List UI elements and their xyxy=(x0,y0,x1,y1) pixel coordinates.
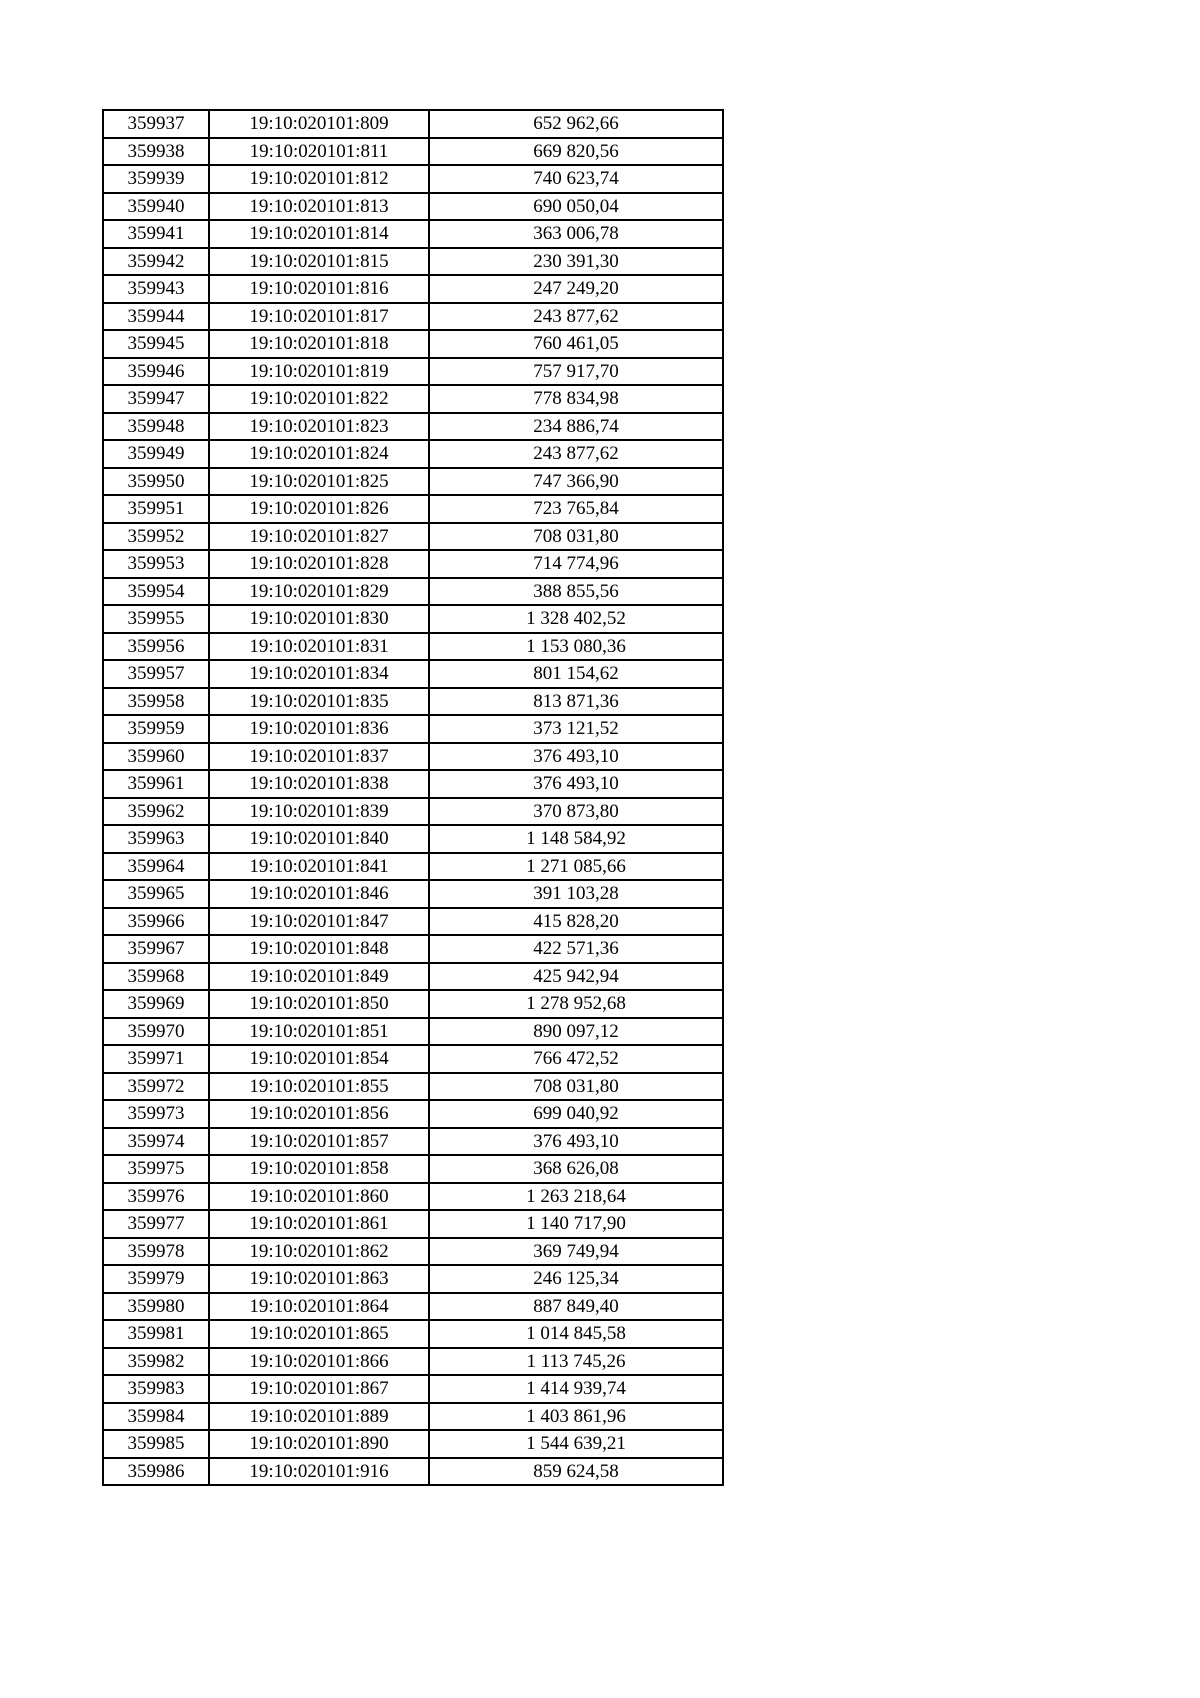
row-id-cell: 359959 xyxy=(103,715,209,743)
value-cell: 230 391,30 xyxy=(429,248,723,276)
row-id-cell: 359964 xyxy=(103,853,209,881)
table-row xyxy=(103,1155,723,1183)
row-id-cell: 359985 xyxy=(103,1430,209,1458)
row-id-cell: 359968 xyxy=(103,963,209,991)
cadastral-number-cell: 19:10:020101:835 xyxy=(209,688,429,716)
cadastral-number-cell: 19:10:020101:811 xyxy=(209,138,429,166)
table-row xyxy=(103,1430,723,1458)
cadastral-number-cell: 19:10:020101:846 xyxy=(209,880,429,908)
row-id-cell: 359943 xyxy=(103,275,209,303)
row-id-cell: 359940 xyxy=(103,193,209,221)
cadastral-number-cell: 19:10:020101:826 xyxy=(209,495,429,523)
cadastral-number-cell: 19:10:020101:916 xyxy=(209,1458,429,1486)
cadastral-number-cell: 19:10:020101:829 xyxy=(209,578,429,606)
row-id-cell: 359944 xyxy=(103,303,209,331)
cadastral-number-cell: 19:10:020101:864 xyxy=(209,1293,429,1321)
cadastral-number-cell: 19:10:020101:823 xyxy=(209,413,429,441)
table-row xyxy=(103,193,723,221)
table-row xyxy=(103,853,723,881)
value-cell: 1 271 085,66 xyxy=(429,853,723,881)
cadastral-number-cell: 19:10:020101:815 xyxy=(209,248,429,276)
row-id-cell: 359941 xyxy=(103,220,209,248)
value-cell: 1 113 745,26 xyxy=(429,1348,723,1376)
value-cell: 1 403 861,96 xyxy=(429,1403,723,1431)
row-id-cell: 359942 xyxy=(103,248,209,276)
cadastral-number-cell: 19:10:020101:860 xyxy=(209,1183,429,1211)
value-cell: 757 917,70 xyxy=(429,358,723,386)
value-cell: 708 031,80 xyxy=(429,523,723,551)
value-cell: 778 834,98 xyxy=(429,385,723,413)
cadastral-number-cell: 19:10:020101:814 xyxy=(209,220,429,248)
cadastral-number-cell: 19:10:020101:836 xyxy=(209,715,429,743)
row-id-cell: 359983 xyxy=(103,1375,209,1403)
row-id-cell: 359976 xyxy=(103,1183,209,1211)
row-id-cell: 359966 xyxy=(103,908,209,936)
value-cell: 766 472,52 xyxy=(429,1045,723,1073)
row-id-cell: 359974 xyxy=(103,1128,209,1156)
table-row xyxy=(103,715,723,743)
cadastral-number-cell: 19:10:020101:867 xyxy=(209,1375,429,1403)
cadastral-number-cell: 19:10:020101:827 xyxy=(209,523,429,551)
cadastral-number-cell: 19:10:020101:839 xyxy=(209,798,429,826)
row-id-cell: 359973 xyxy=(103,1100,209,1128)
table-row xyxy=(103,1045,723,1073)
table-row xyxy=(103,165,723,193)
value-cell: 708 031,80 xyxy=(429,1073,723,1101)
table-row xyxy=(103,1018,723,1046)
value-cell: 801 154,62 xyxy=(429,660,723,688)
cadastral-number-cell: 19:10:020101:812 xyxy=(209,165,429,193)
value-cell: 740 623,74 xyxy=(429,165,723,193)
value-cell: 246 125,34 xyxy=(429,1265,723,1293)
table-row xyxy=(103,275,723,303)
value-cell: 425 942,94 xyxy=(429,963,723,991)
table-row xyxy=(103,1210,723,1238)
row-id-cell: 359971 xyxy=(103,1045,209,1073)
table-row xyxy=(103,1348,723,1376)
row-id-cell: 359977 xyxy=(103,1210,209,1238)
cadastral-number-cell: 19:10:020101:816 xyxy=(209,275,429,303)
table-row xyxy=(103,550,723,578)
cadastral-number-cell: 19:10:020101:830 xyxy=(209,605,429,633)
row-id-cell: 359939 xyxy=(103,165,209,193)
table-row xyxy=(103,605,723,633)
value-cell: 243 877,62 xyxy=(429,303,723,331)
value-cell: 890 097,12 xyxy=(429,1018,723,1046)
row-id-cell: 359963 xyxy=(103,825,209,853)
cadastral-number-cell: 19:10:020101:838 xyxy=(209,770,429,798)
table-row xyxy=(103,880,723,908)
row-id-cell: 359982 xyxy=(103,1348,209,1376)
value-cell: 1 263 218,64 xyxy=(429,1183,723,1211)
value-cell: 1 140 717,90 xyxy=(429,1210,723,1238)
cadastral-number-cell: 19:10:020101:890 xyxy=(209,1430,429,1458)
cadastral-number-cell: 19:10:020101:862 xyxy=(209,1238,429,1266)
cadastral-number-cell: 19:10:020101:813 xyxy=(209,193,429,221)
table-row xyxy=(103,495,723,523)
row-id-cell: 359946 xyxy=(103,358,209,386)
value-cell: 234 886,74 xyxy=(429,413,723,441)
row-id-cell: 359965 xyxy=(103,880,209,908)
row-id-cell: 359956 xyxy=(103,633,209,661)
row-id-cell: 359967 xyxy=(103,935,209,963)
table-row xyxy=(103,523,723,551)
value-cell: 388 855,56 xyxy=(429,578,723,606)
table-row xyxy=(103,385,723,413)
value-cell: 1 278 952,68 xyxy=(429,990,723,1018)
cadastral-number-cell: 19:10:020101:855 xyxy=(209,1073,429,1101)
cadastral-number-cell: 19:10:020101:817 xyxy=(209,303,429,331)
table-row xyxy=(103,1320,723,1348)
cadastral-value-table xyxy=(102,109,724,1486)
cadastral-number-cell: 19:10:020101:818 xyxy=(209,330,429,358)
table-row xyxy=(103,220,723,248)
table-row xyxy=(103,110,723,138)
value-cell: 391 103,28 xyxy=(429,880,723,908)
row-id-cell: 359986 xyxy=(103,1458,209,1486)
row-id-cell: 359952 xyxy=(103,523,209,551)
row-id-cell: 359981 xyxy=(103,1320,209,1348)
row-id-cell: 359960 xyxy=(103,743,209,771)
table-row xyxy=(103,1293,723,1321)
cadastral-number-cell: 19:10:020101:828 xyxy=(209,550,429,578)
cadastral-number-cell: 19:10:020101:824 xyxy=(209,440,429,468)
cadastral-number-cell: 19:10:020101:889 xyxy=(209,1403,429,1431)
row-id-cell: 359937 xyxy=(103,110,209,138)
row-id-cell: 359980 xyxy=(103,1293,209,1321)
cadastral-number-cell: 19:10:020101:840 xyxy=(209,825,429,853)
row-id-cell: 359955 xyxy=(103,605,209,633)
table-row xyxy=(103,990,723,1018)
value-cell: 376 493,10 xyxy=(429,770,723,798)
row-id-cell: 359958 xyxy=(103,688,209,716)
row-id-cell: 359950 xyxy=(103,468,209,496)
value-cell: 415 828,20 xyxy=(429,908,723,936)
value-cell: 1 153 080,36 xyxy=(429,633,723,661)
table-row xyxy=(103,330,723,358)
value-cell: 363 006,78 xyxy=(429,220,723,248)
row-id-cell: 359945 xyxy=(103,330,209,358)
value-cell: 376 493,10 xyxy=(429,743,723,771)
cadastral-number-cell: 19:10:020101:850 xyxy=(209,990,429,1018)
table-row xyxy=(103,963,723,991)
value-cell: 747 366,90 xyxy=(429,468,723,496)
table-body xyxy=(103,110,723,1485)
table-row xyxy=(103,798,723,826)
table-row xyxy=(103,633,723,661)
table-row xyxy=(103,1183,723,1211)
value-cell: 1 148 584,92 xyxy=(429,825,723,853)
table-row xyxy=(103,358,723,386)
table-row xyxy=(103,303,723,331)
table-row xyxy=(103,908,723,936)
value-cell: 369 749,94 xyxy=(429,1238,723,1266)
row-id-cell: 359954 xyxy=(103,578,209,606)
value-cell: 652 962,66 xyxy=(429,110,723,138)
cadastral-number-cell: 19:10:020101:848 xyxy=(209,935,429,963)
table-row xyxy=(103,138,723,166)
row-id-cell: 359957 xyxy=(103,660,209,688)
value-cell: 376 493,10 xyxy=(429,1128,723,1156)
value-cell: 723 765,84 xyxy=(429,495,723,523)
cadastral-number-cell: 19:10:020101:825 xyxy=(209,468,429,496)
row-id-cell: 359962 xyxy=(103,798,209,826)
cadastral-number-cell: 19:10:020101:857 xyxy=(209,1128,429,1156)
table-row xyxy=(103,743,723,771)
cadastral-number-cell: 19:10:020101:851 xyxy=(209,1018,429,1046)
value-cell: 813 871,36 xyxy=(429,688,723,716)
cadastral-number-cell: 19:10:020101:854 xyxy=(209,1045,429,1073)
table-row xyxy=(103,1375,723,1403)
value-cell: 368 626,08 xyxy=(429,1155,723,1183)
table-row xyxy=(103,578,723,606)
cadastral-number-cell: 19:10:020101:858 xyxy=(209,1155,429,1183)
table-row xyxy=(103,440,723,468)
value-cell: 1 414 939,74 xyxy=(429,1375,723,1403)
value-cell: 247 249,20 xyxy=(429,275,723,303)
cadastral-number-cell: 19:10:020101:861 xyxy=(209,1210,429,1238)
value-cell: 669 820,56 xyxy=(429,138,723,166)
row-id-cell: 359978 xyxy=(103,1238,209,1266)
row-id-cell: 359972 xyxy=(103,1073,209,1101)
value-cell: 760 461,05 xyxy=(429,330,723,358)
row-id-cell: 359948 xyxy=(103,413,209,441)
table-row xyxy=(103,248,723,276)
cadastral-number-cell: 19:10:020101:863 xyxy=(209,1265,429,1293)
table-row xyxy=(103,935,723,963)
value-cell: 1 328 402,52 xyxy=(429,605,723,633)
row-id-cell: 359951 xyxy=(103,495,209,523)
cadastral-number-cell: 19:10:020101:837 xyxy=(209,743,429,771)
row-id-cell: 359979 xyxy=(103,1265,209,1293)
table-row xyxy=(103,688,723,716)
cadastral-number-cell: 19:10:020101:847 xyxy=(209,908,429,936)
table-row xyxy=(103,825,723,853)
cadastral-number-cell: 19:10:020101:856 xyxy=(209,1100,429,1128)
table-row xyxy=(103,413,723,441)
cadastral-number-cell: 19:10:020101:866 xyxy=(209,1348,429,1376)
row-id-cell: 359975 xyxy=(103,1155,209,1183)
table-row xyxy=(103,1073,723,1101)
cadastral-number-cell: 19:10:020101:822 xyxy=(209,385,429,413)
value-cell: 714 774,96 xyxy=(429,550,723,578)
row-id-cell: 359949 xyxy=(103,440,209,468)
table-row xyxy=(103,770,723,798)
cadastral-number-cell: 19:10:020101:831 xyxy=(209,633,429,661)
table-row xyxy=(103,1128,723,1156)
table-row xyxy=(103,1265,723,1293)
cadastral-number-cell: 19:10:020101:849 xyxy=(209,963,429,991)
cadastral-number-cell: 19:10:020101:865 xyxy=(209,1320,429,1348)
row-id-cell: 359953 xyxy=(103,550,209,578)
table-row xyxy=(103,660,723,688)
value-cell: 1 544 639,21 xyxy=(429,1430,723,1458)
cadastral-number-cell: 19:10:020101:834 xyxy=(209,660,429,688)
row-id-cell: 359970 xyxy=(103,1018,209,1046)
cadastral-number-cell: 19:10:020101:809 xyxy=(209,110,429,138)
table-row xyxy=(103,1100,723,1128)
table-row xyxy=(103,468,723,496)
cadastral-number-cell: 19:10:020101:819 xyxy=(209,358,429,386)
value-cell: 243 877,62 xyxy=(429,440,723,468)
row-id-cell: 359938 xyxy=(103,138,209,166)
value-cell: 1 014 845,58 xyxy=(429,1320,723,1348)
row-id-cell: 359947 xyxy=(103,385,209,413)
table-row xyxy=(103,1403,723,1431)
value-cell: 887 849,40 xyxy=(429,1293,723,1321)
table-row xyxy=(103,1238,723,1266)
value-cell: 370 873,80 xyxy=(429,798,723,826)
table-row xyxy=(103,1458,723,1486)
value-cell: 690 050,04 xyxy=(429,193,723,221)
value-cell: 859 624,58 xyxy=(429,1458,723,1486)
value-cell: 373 121,52 xyxy=(429,715,723,743)
cadastral-number-cell: 19:10:020101:841 xyxy=(209,853,429,881)
row-id-cell: 359984 xyxy=(103,1403,209,1431)
row-id-cell: 359969 xyxy=(103,990,209,1018)
value-cell: 699 040,92 xyxy=(429,1100,723,1128)
value-cell: 422 571,36 xyxy=(429,935,723,963)
row-id-cell: 359961 xyxy=(103,770,209,798)
